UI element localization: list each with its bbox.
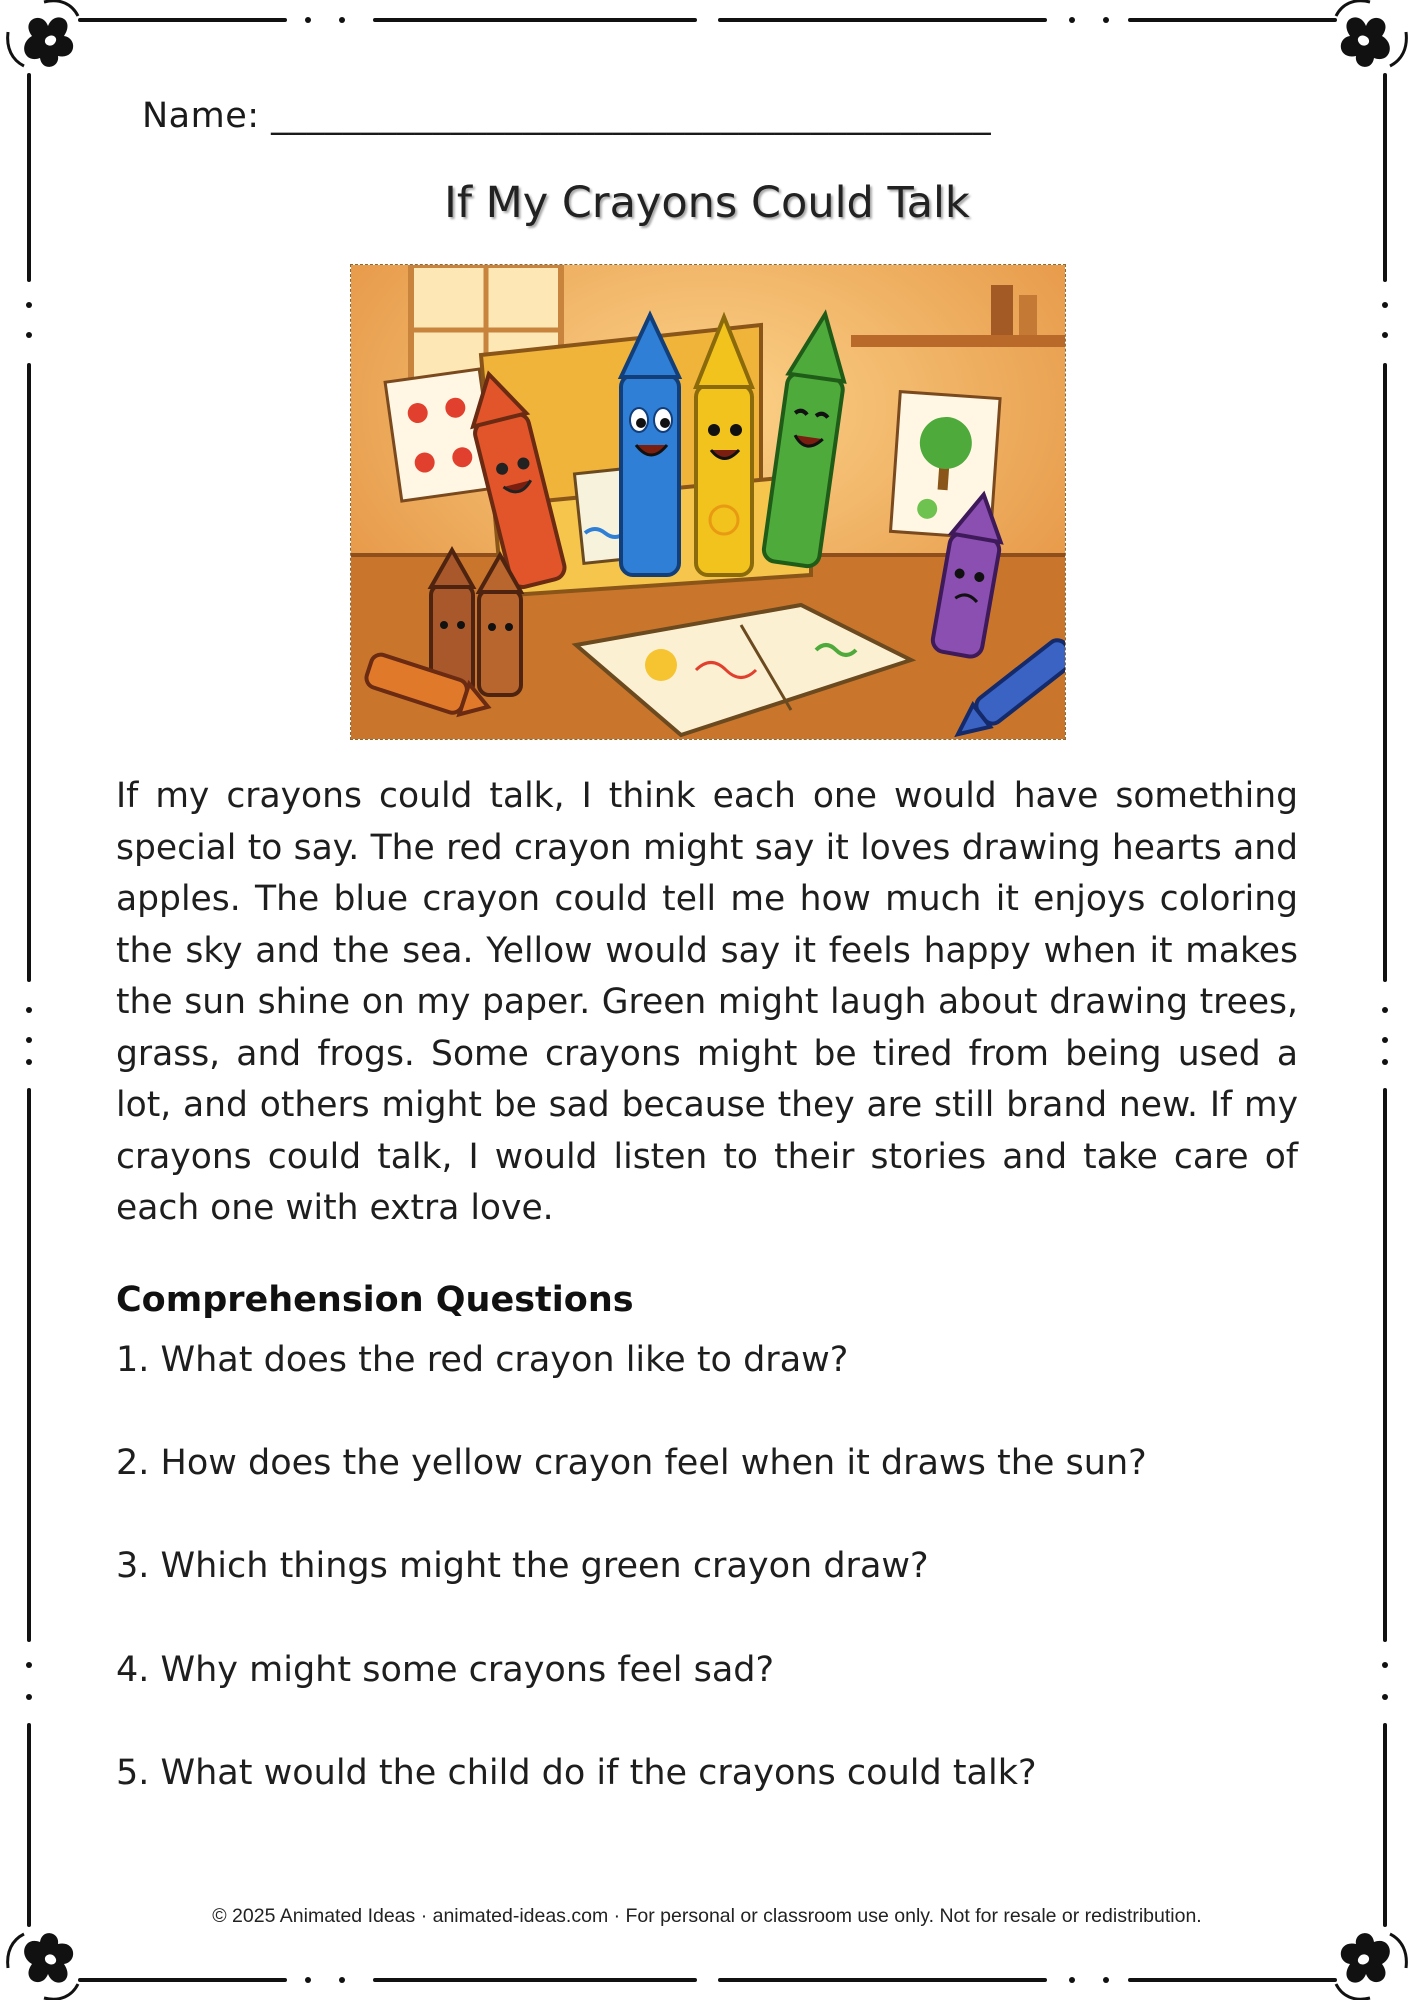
question-4: 4. Why might some crayons feel sad? [116, 1650, 775, 1690]
name-field-label[interactable]: Name: ________________________________________ [142, 96, 992, 136]
question-1: 1. What does the red crayon like to draw? [116, 1340, 849, 1380]
crayons-illustration [350, 264, 1066, 740]
story-paragraph: If my crayons could talk, I think each one would have something special to say. The red crayon might say it loves drawing hearts and apples. The blue crayon could tell me how much it enjoys coloring the sky and the sea. Yellow would say it feels happy when it makes the sun shine on my paper. Green might laugh about drawing trees, grass, and frogs. Some crayons might be tired from being used a lot, and others might be sad because they are still brand new. If my crayons could talk, I would listen to their stories and take care of each one with extra love. [116, 776, 1298, 1228]
corner-flourish-icon [8, 1, 78, 67]
copyright-footer: © 2025 Animated Ideas · animated-ideas.com · For personal or classroom use only. Not for resale or redistribution. [212, 1905, 1202, 1927]
worksheet-title: If My Crayons Could Talk [444, 178, 970, 228]
question-5: 5. What would the child do if the crayons could talk? [116, 1753, 1037, 1793]
question-3: 3. Which things might the green crayon draw? [116, 1546, 929, 1586]
question-2: 2. How does the yellow crayon feel when it draws the sun? [116, 1443, 1147, 1483]
corner-flourish-icon [1336, 1933, 1406, 1999]
corner-flourish-icon [8, 1933, 78, 1999]
comprehension-questions-heading: Comprehension Questions [116, 1280, 634, 1320]
corner-flourish-icon [1336, 1, 1406, 67]
